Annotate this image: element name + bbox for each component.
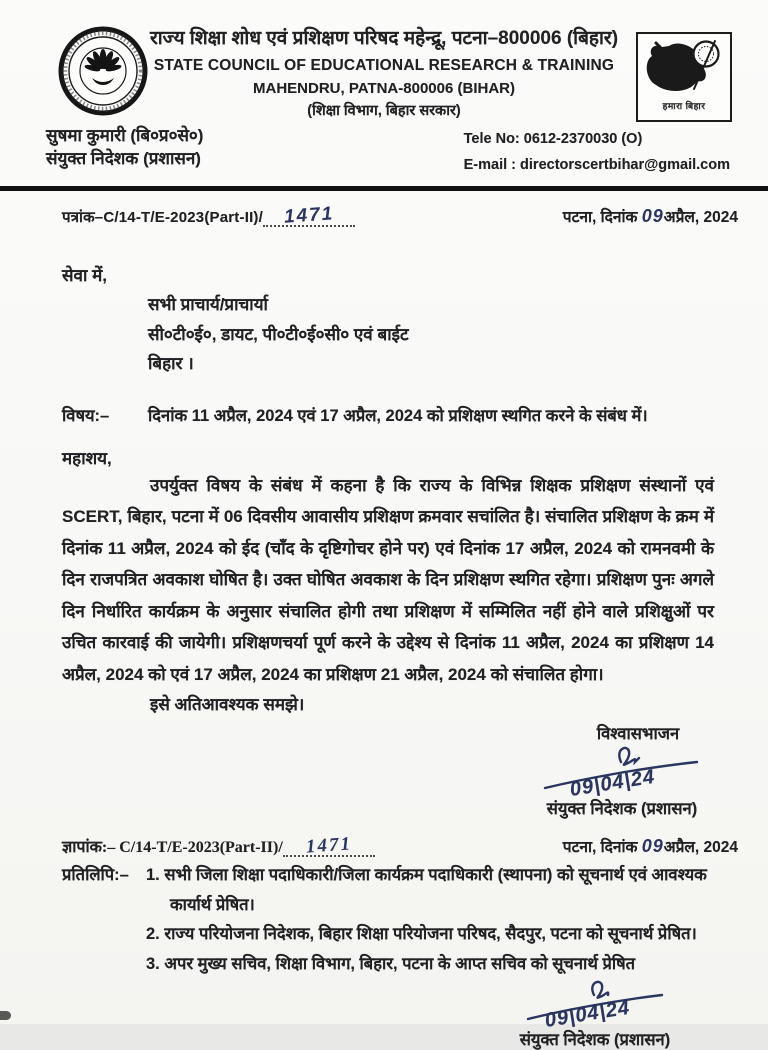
memo-no — [62, 835, 375, 857]
signature-date: 09|04|24 — [568, 765, 657, 801]
body-paragraph: उपर्युक्त विषय के संबंध में कहना है कि राज्य के विभिन्न शिक्षक प्रशिक्षण संस्थानों एवं SCERT, बिहार, पटना में 06 दिवसीय आवासीय प्रशिक्षण क्रमवार सचांलित है। संचालित प्रशिक्षण के क्रम में दिनांक 11 अप्रैल, 2024 को ईद (चाँद के दृष्टिगोचर होने पर) एवं दिनांक 17 अप्रैल, 2024 को रामनवमी के दिन राजपत्रित अवकाश घोषित है। उक्त घोषित अवकाश के दिन प्रशिक्षण स्थगित रहेगा। प्रशिक्षण पुनः अगले दिन निर्धारित कार्यक्रम के अनुसार संचालित होगी तथा प्रशिक्षण में सम्मिलित नहीं होने वाले प्रशिक्षुओं पर उचित कारवाई की जायेगी। प्रशिक्षणचर्या पूर्ण करने के उद्देश्य से दिनांक 11 अप्रैल, 2024 का प्रशिक्षण 14 अप्रैल, 2024 को एवं 17 अप्रैल, 2024 का प्रशिक्षण 21 अप्रैल, 2024 को संचालित होगा। — [62, 475, 714, 684]
tele-no: Tele No: 0612-2370030 (O) — [463, 131, 643, 148]
hamara-bihar-logo-icon — [636, 32, 732, 122]
subject-line — [0, 403, 768, 426]
letter-no — [62, 203, 355, 228]
memo-date-suffix: अप्रैल, 2024 — [663, 839, 738, 857]
copy-label: प्रतिलिपि:– — [62, 866, 129, 885]
copy-item: 1. सभी जिला शिक्षा पदाधिकारी/जिला कार्यक्रम पदाधिकारी (स्थापना) को सूचनार्थ एवं आवश्यक कार्यार्थ प्रेषित। — [146, 866, 707, 914]
date-day: 09 — [641, 206, 664, 227]
copy-item: 2. राज्य परियोजना निदेशक, बिहार शिक्षा परियोजना परिषद, सैदपुर, पटना को सूचनार्थ प्रेषित। — [146, 925, 697, 944]
closing-line: इसे अतिआवश्यक समझे। — [150, 695, 305, 715]
scan-corner-artifact — [0, 1011, 11, 1020]
org-name-hindi: राज्य शिक्षा शोध एवं प्रशिक्षण परिषद महेन्द्रू, पटना–800006 (बिहार) — [149, 28, 619, 49]
copy-item: 3. अपर मुख्य सचिव, शिक्षा विभाग, बिहार, पटना के आप्त सचिव को सूचनार्थ प्रेषित — [146, 954, 636, 973]
letter-no-value: 1471 — [283, 203, 335, 228]
addressee-line: बिहार । — [148, 354, 194, 374]
logo-caption: हमारा बिहार — [662, 101, 706, 111]
memo-no-label: ज्ञापांक:– C/14-T/E-2023(Part-II)/ — [62, 839, 283, 857]
signatory-designation: संयुक्त निदेशक (प्रशासन) — [546, 800, 698, 819]
place-date-prefix: पटना, दिनांक — [562, 209, 638, 227]
org-name-english: STATE COUNCIL OF EDUCATIONAL RESEARCH & TRAINING — [153, 57, 615, 75]
addressee-salutation: सेवा में, — [62, 266, 107, 286]
valediction: विश्वासभाजन — [596, 725, 680, 744]
letterhead — [0, 0, 768, 178]
memo-place-date — [563, 835, 738, 857]
memo-date-day: 09 — [641, 836, 664, 857]
date-suffix: अप्रैल, 2024 — [663, 209, 738, 227]
email: E-mail : directorscertbihar@gmail.com — [463, 156, 730, 173]
officer-name: सुषमा कुमारी (बि०प्र०से०) — [46, 126, 204, 146]
signature-scribble-icon — [537, 744, 707, 800]
memo-signature-block — [470, 979, 720, 1050]
addressee-block — [0, 290, 768, 379]
letterhead-title-block — [134, 0, 634, 121]
place-date — [563, 205, 738, 227]
letter-no-label: पत्रांक–C/14-T/E-2023(Part-II)/ — [62, 208, 263, 226]
memo-signature-date: 09|04|24 — [543, 997, 632, 1033]
memo-signature-scribble-icon — [520, 979, 670, 1031]
subject-text: दिनांक 11 अप्रैल, 2024 एवं 17 अप्रैल, 2024 को प्रशिक्षण स्थगित करने के संबंध में। — [148, 406, 648, 425]
signature-block — [502, 721, 742, 819]
dept-line: (शिक्षा विभाग, बिहार सरकार) — [307, 103, 461, 120]
memo-place-date-prefix: पटना, दिनांक — [562, 839, 638, 857]
org-address-english: MAHENDRU, PATNA-800006 (BIHAR) — [253, 79, 515, 97]
subject-label: विषय:– — [62, 406, 110, 425]
officer-designation: संयुक्त निदेशक (प्रशासन) — [46, 149, 201, 169]
scert-seal-icon — [58, 26, 148, 121]
addressee-line: सी०टी०ई०, डायट, पी०टी०ई०सी० एवं बाईट — [148, 324, 409, 344]
copy-distribution-list — [0, 857, 768, 979]
memo-signatory-designation: संयुक्त निदेशक (प्रशासन) — [519, 1031, 671, 1050]
body-salutation: महाशय, — [62, 448, 112, 468]
memo-no-value: 1471 — [305, 833, 353, 858]
addressee-line: सभी प्राचार्य/प्राचार्या — [148, 295, 268, 315]
